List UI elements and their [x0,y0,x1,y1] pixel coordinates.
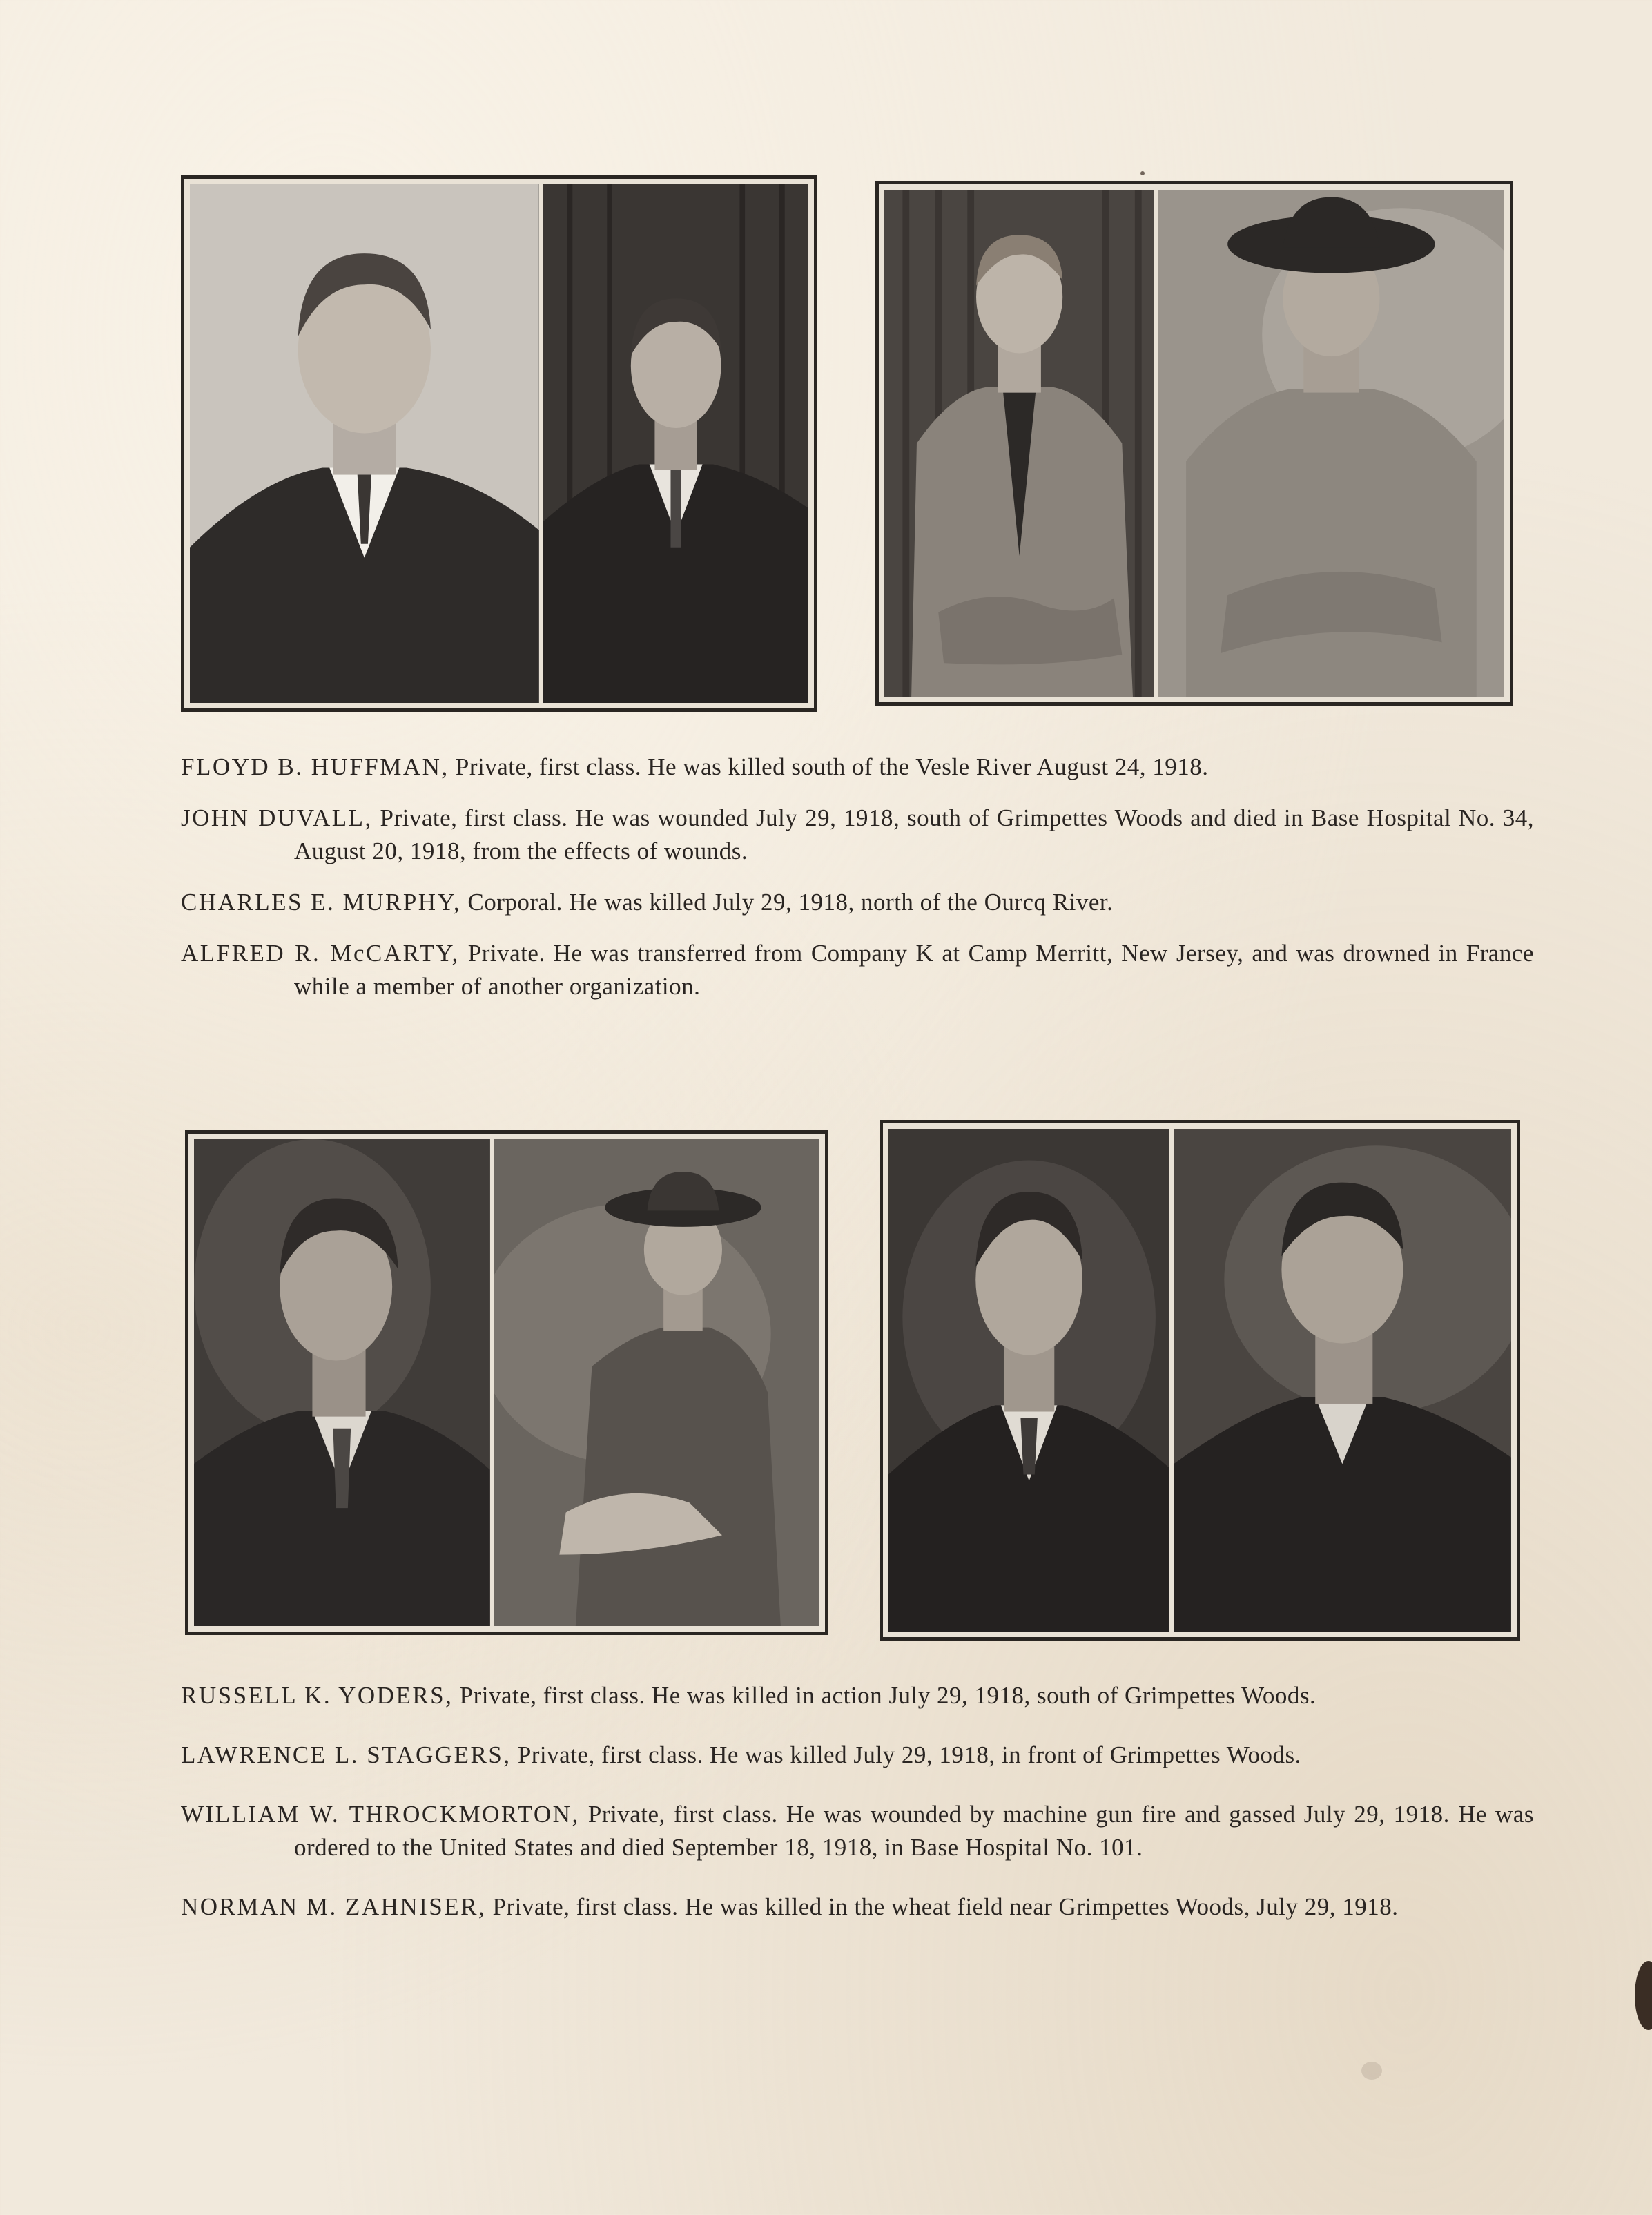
portrait-photo [190,184,539,703]
portrait-photo [884,190,1154,697]
entry-text: Private, first class. He was wounded by machine gun fire and gassed July 29, 1918. He was ordered to the United States and died September 18, 1918, in Base Hospital No. 101. [294,1801,1534,1861]
memorial-entry [181,1890,1534,1924]
memorial-entry [181,802,1534,868]
photo-frame-bottom-left [185,1130,828,1635]
portrait-photo [543,184,808,703]
memorial-entry [181,751,1534,784]
portrait-photo [888,1129,1169,1632]
caption-block-bottom [181,1679,1534,1924]
paper-speck [1361,2062,1382,2080]
photo-frame-bottom-right [880,1120,1520,1641]
portrait-photo [1158,190,1504,697]
photo-frame-top-right [875,181,1513,706]
entry-text: Private, first class. He was killed in action July 29, 1918, south of Grimpettes Woods. [453,1682,1316,1709]
soldier-name: RUSSELL K. YODERS, [181,1682,454,1709]
soldier-name: FLOYD B. HUFFMAN, [181,753,449,780]
paper-stain [1635,1961,1652,2030]
paper-speck [1140,171,1145,175]
entry-text: Private, first class. He was killed July 29, 1918, in front of Grimpettes Woods. [511,1741,1301,1768]
entry-text: Private, first class. He was wounded July 29, 1918, south of Grimpettes Woods and died in Base Hospital No. 34, August 20, 1918, from the effects of wounds. [294,804,1534,864]
soldier-name: NORMAN M. ZAHNISER, [181,1893,487,1920]
entry-text: Private, first class. He was killed south of the Vesle River August 24, 1918. [449,753,1209,780]
entry-text: Private, first class. He was killed in the wheat field near Grimpettes Woods, July 29, 1918. [486,1893,1399,1920]
memorial-entry [181,1798,1534,1864]
entry-text: Corporal. He was killed July 29, 1918, north of the Ourcq River. [461,889,1114,916]
soldier-name: WILLIAM W. THROCKMORTON, [181,1801,580,1828]
portrait-photo [494,1139,819,1626]
soldier-name: CHARLES E. MURPHY, [181,889,462,916]
soldier-name: JOHN DUVALL, [181,804,373,831]
portrait-photo [194,1139,490,1626]
memorial-entry [181,1739,1534,1772]
soldier-name: ALFRED R. McCARTY, [181,940,460,967]
entry-text: Private. He was transferred from Company K at Camp Merritt, New Jersey, and was drowned in France while a member of another organization. [294,940,1534,1000]
memorial-entry [181,886,1534,919]
soldier-name: LAWRENCE L. STAGGERS, [181,1741,512,1768]
memorial-entry [181,937,1534,1003]
memorial-entry [181,1679,1534,1712]
portrait-photo [1174,1129,1511,1632]
photo-frame-top-left [181,175,817,712]
caption-block-top [181,751,1534,1003]
